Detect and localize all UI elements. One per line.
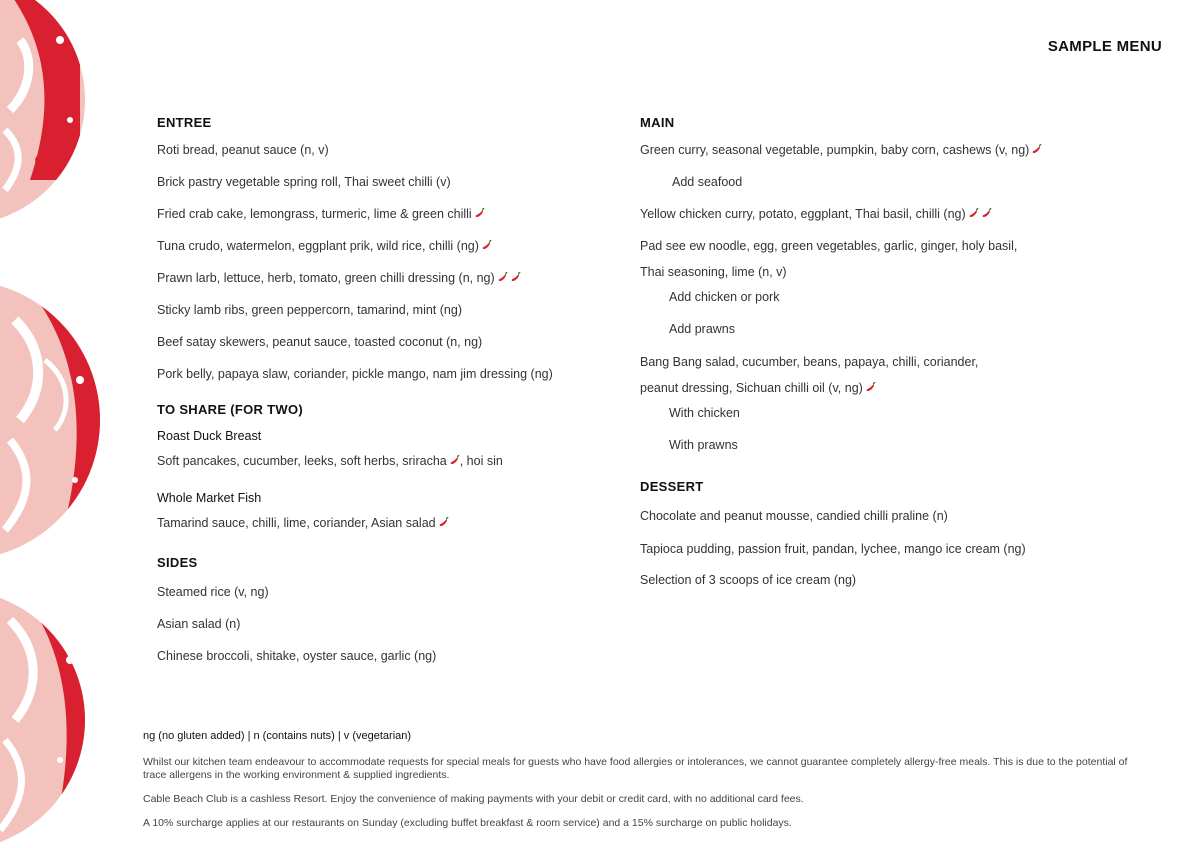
- entree-item: [157, 270, 607, 286]
- main-item-bang-bang-line2: [640, 380, 1160, 396]
- entree-item: [157, 302, 607, 318]
- cashless-notice: Cable Beach Club is a cashless Resort. Enjoy the convenience of making payments with your debit or credit card, with no additional card fees.: [143, 793, 804, 805]
- decorative-palm-leaf-artwork: [0, 0, 110, 848]
- main-item-pad-see-ew-line1: Pad see ew noodle, egg, green vegetables, garlic, ginger, holy basil,: [640, 239, 1018, 253]
- side-item: Asian salad (n): [157, 617, 241, 631]
- section-heading-sides: SIDES: [157, 555, 198, 570]
- chili-pepper-icon: [497, 272, 508, 283]
- addon-prawns: Add prawns: [669, 322, 736, 336]
- dietary-legend: ng (no gluten added) | n (contains nuts) | v (vegetarian): [143, 730, 412, 742]
- addon-seafood: Add seafood: [672, 175, 743, 189]
- section-heading-main: MAIN: [640, 115, 675, 130]
- main-item-yellow-curry: [640, 206, 1160, 222]
- left-column: [157, 115, 607, 680]
- entree-item-text: Pork belly, papaya slaw, coriander, pickle mango, nam jim dressing (ng): [157, 367, 553, 381]
- chili-pepper-icon: [1031, 144, 1042, 155]
- addon-chicken-or-pork: Add chicken or pork: [669, 290, 780, 304]
- entree-list: [157, 142, 607, 382]
- entree-item: [157, 334, 607, 350]
- yellow-curry-text: Yellow chicken curry, potato, eggplant, Thai basil, chilli (ng): [640, 207, 966, 221]
- entree-item-text: Brick pastry vegetable spring roll, Thai sweet chilli (v): [157, 175, 451, 189]
- chili-pepper-icon: [438, 517, 449, 528]
- duck-desc-text-end: , hoi sin: [459, 454, 503, 468]
- page-title: SAMPLE MENU: [1047, 38, 1162, 55]
- chili-pepper-icon: [865, 382, 876, 393]
- dish-desc-duck: [157, 453, 607, 469]
- fish-desc-text: Tamarind sauce, chilli, lime, coriander, Asian salad: [157, 516, 436, 530]
- section-heading-dessert: DESSERT: [640, 479, 704, 494]
- side-item: Steamed rice (v, ng): [157, 585, 269, 599]
- chili-pepper-icon: [481, 240, 492, 251]
- right-column: [640, 115, 1160, 604]
- chili-pepper-icon: [981, 208, 992, 219]
- bang-bang-text: peanut dressing, Sichuan chilli oil (v, ng): [640, 381, 863, 395]
- dessert-item: Chocolate and peanut mousse, candied chilli praline (n): [640, 509, 948, 523]
- addon-with-prawns: With prawns: [669, 438, 738, 452]
- section-heading-entree: ENTREE: [157, 115, 212, 130]
- menu-footer: [143, 730, 1153, 841]
- chili-pepper-icon: [449, 455, 460, 466]
- entree-item-text: Fried crab cake, lemongrass, turmeric, lime & green chilli: [157, 207, 472, 221]
- entree-item-text: Beef satay skewers, peanut sauce, toasted coconut (n, ng): [157, 335, 483, 349]
- entree-item-text: Tuna crudo, watermelon, eggplant prik, wild rice, chilli (ng): [157, 239, 479, 253]
- main-item-pad-see-ew-line2: Thai seasoning, lime (n, v): [640, 265, 787, 279]
- entree-item-text: Prawn larb, lettuce, herb, tomato, green chilli dressing (n, ng): [157, 271, 495, 285]
- duck-desc-text: Soft pancakes, cucumber, leeks, soft herbs, sriracha: [157, 454, 447, 468]
- main-item-green-curry: [640, 142, 1160, 158]
- entree-item: [157, 366, 607, 382]
- dessert-item: Selection of 3 scoops of ice cream (ng): [640, 573, 857, 587]
- dessert-item: Tapioca pudding, passion fruit, pandan, lychee, mango ice cream (ng): [640, 542, 1026, 556]
- chili-pepper-icon: [968, 208, 979, 219]
- chili-pepper-icon: [510, 272, 521, 283]
- entree-item-text: Roti bread, peanut sauce (n, v): [157, 143, 329, 157]
- entree-item: [157, 206, 607, 222]
- allergy-notice: Whilst our kitchen team endeavour to accommodate requests for special meals for guests who have food allergies or intolerances, we cannot guarantee completely allergy-free meals. This is due to the potential of trace allergens in the working environment & supplied ingredients.: [143, 756, 1128, 781]
- side-item: Chinese broccoli, shitake, oyster sauce, garlic (ng): [157, 649, 437, 663]
- entree-item: [157, 238, 607, 254]
- dish-title-fish: Whole Market Fish: [157, 491, 262, 505]
- main-item-bang-bang-line1: Bang Bang salad, cucumber, beans, papaya, chilli, coriander,: [640, 355, 979, 369]
- green-curry-text: Green curry, seasonal vegetable, pumpkin, baby corn, cashews (v, ng): [640, 143, 1030, 157]
- entree-item: [157, 174, 607, 190]
- entree-item-text: Sticky lamb ribs, green peppercorn, tamarind, mint (ng): [157, 303, 462, 317]
- section-heading-to-share: TO SHARE (FOR TWO): [157, 402, 303, 417]
- dish-desc-fish: [157, 515, 607, 531]
- entree-item: [157, 142, 607, 158]
- chili-pepper-icon: [474, 208, 485, 219]
- dish-title-duck: Roast Duck Breast: [157, 429, 262, 443]
- surcharge-notice: A 10% surcharge applies at our restaurants on Sunday (excluding buffet breakfast & room service) and a 15% surcharge on public holidays.: [143, 817, 792, 829]
- addon-with-chicken: With chicken: [669, 406, 740, 420]
